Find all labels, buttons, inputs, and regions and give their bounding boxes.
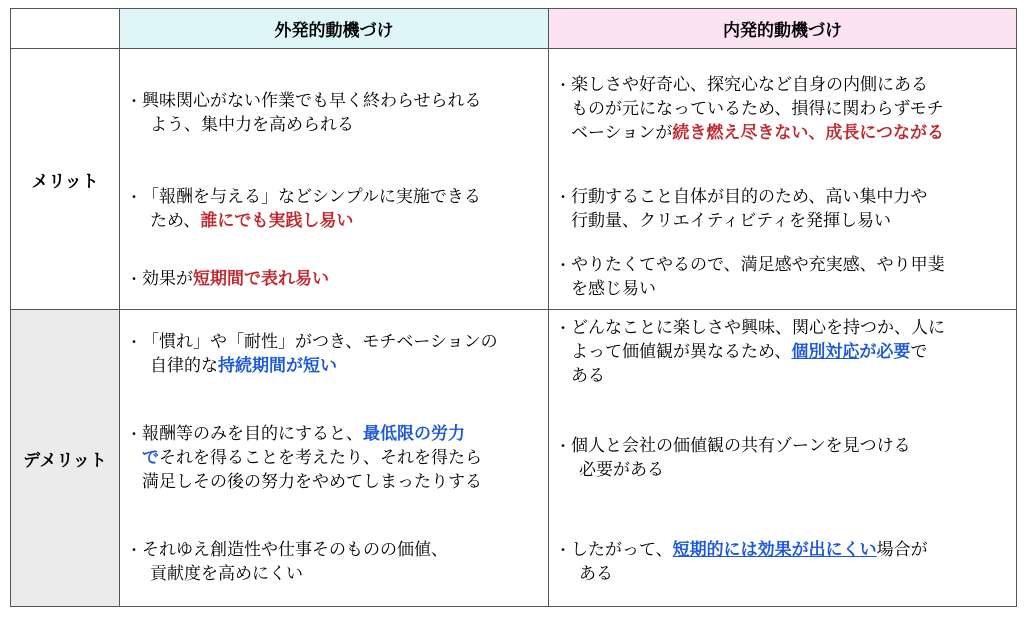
bullet-icon: ・ (128, 427, 141, 441)
list-item: ・ やりたくてやるので、満足感や充実感、やり甲斐 を感じ易い (557, 255, 945, 299)
row-label-demerit: デメリット (11, 310, 120, 607)
highlight-blue-underline: 個別対応 (791, 342, 860, 362)
demerit-extrinsic-cell (120, 310, 549, 607)
bullet-icon: ・ (557, 543, 570, 557)
header-row (11, 9, 1017, 49)
bullet-icon: ・ (557, 258, 570, 272)
highlight-red: 誰にでも実践し易い (200, 211, 354, 231)
header-extrinsic: 外発的動機づけ (120, 9, 549, 49)
merit-row (11, 49, 1017, 310)
demerit-intrinsic-cell (549, 310, 1017, 607)
row-label-merit: メリット (11, 49, 120, 310)
highlight-blue-underline: 短期的には効果が出にくい (672, 540, 877, 560)
merit-intrinsic-cell (549, 49, 1017, 310)
comparison-table (10, 8, 1017, 607)
header-intrinsic: 内発的動機づけ (549, 9, 1017, 49)
list-item: ・ 「報酬を与える」などシンプルに実施できる ため、誰にでも実践し易い (128, 187, 481, 231)
list-item: ・ 個人と会社の価値観の共有ゾーンを見つける 必要がある (557, 436, 911, 480)
bullet-icon: ・ (557, 321, 570, 335)
highlight-blue: 持続期間が短い (218, 356, 337, 376)
merit-extrinsic-cell (120, 49, 549, 310)
bullet-icon: ・ (128, 543, 141, 557)
highlight-blue: 最低限の労力 (363, 424, 465, 444)
list-item: ・ どんなことに楽しさや興味、関心を持つか、人に よって価値観が異なるため、個別対応が必要で ある (557, 318, 945, 386)
highlight-red: 短期間で表れ易い (193, 269, 329, 289)
bullet-icon: ・ (128, 190, 141, 204)
highlight-red: 続き燃え尽きない、成長につながる (672, 123, 944, 143)
demerit-row (11, 310, 1017, 607)
list-item: ・ 興味関心がない作業でも早く終わらせられる よう、集中力を高められる (128, 91, 482, 135)
list-item: ・ それゆえ創造性や仕事そのものの価値、 貢献度を高めにくい (128, 540, 448, 584)
list-item: ・ 楽しさや好奇心、探究心など自身の内側にある ものが元になっているため、損得に関わらずモチ ベーションが続き燃え尽きない、成長につながる (557, 75, 944, 143)
header-corner-cell (11, 9, 120, 49)
bullet-icon: ・ (128, 272, 141, 286)
bullet-icon: ・ (128, 94, 141, 108)
list-item: ・ 効果が短期間で表れ易い (128, 269, 329, 289)
list-item: ・ 行動すること自体が目的のため、高い集中力や 行動量、クリエイティビティを発揮し易い (557, 187, 928, 231)
list-item: ・ 「慣れ」や「耐性」がつき、モチベーションの 自律的な持続期間が短い (128, 332, 498, 376)
list-item: ・ 報酬等のみを目的にすると、最低限の労力 でそれを得ることを考えたり、それを得たら 満足しその後の努力をやめてしまったりする (128, 424, 482, 492)
list-item: ・ したがって、短期的には効果が出にくい場合が ある (557, 540, 928, 584)
bullet-icon: ・ (557, 78, 570, 92)
bullet-icon: ・ (128, 335, 141, 349)
bullet-icon: ・ (557, 190, 570, 204)
bullet-icon: ・ (557, 439, 570, 453)
